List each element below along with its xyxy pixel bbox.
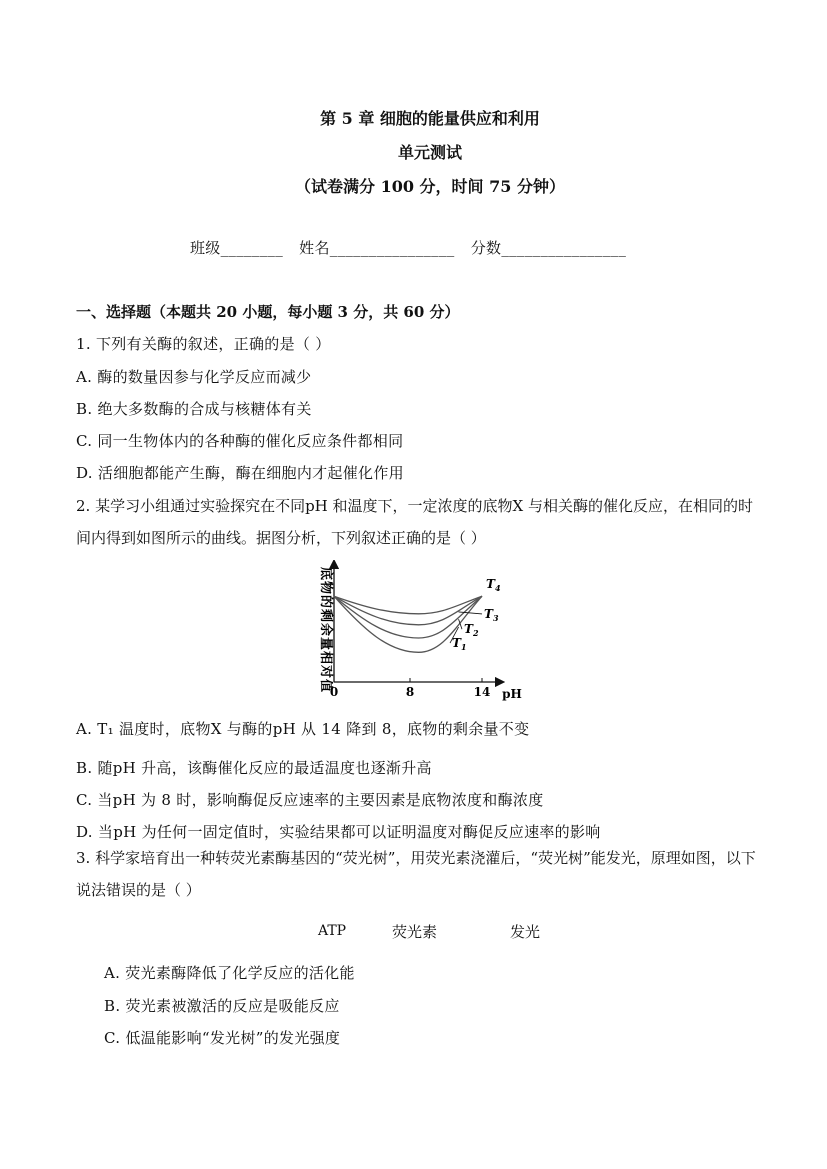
x-axis-label: pH <box>502 687 522 701</box>
label-t2: $T_2$ <box>464 622 479 639</box>
q2-chart <box>300 560 530 705</box>
curve-t2 <box>334 596 482 638</box>
q2-stem: 2. 某学习小组通过实验探究在不同pH 和温度下，一定浓度的底物X 与相关酶的催化反应，在相同的时间内得到如图所示的曲线。据图分析，下列叙述正确的是（ ） <box>76 497 753 547</box>
q3-stem: 3. 科学家培育出一种转荧光素酶基因的“荧光树”，用荧光素浇灌后，“荧光树”能发光，原理如图，以下说法错误的是（ ） <box>76 849 756 899</box>
curve-t4 <box>334 596 482 614</box>
q1-stem: 1. 下列有关酶的叙述，正确的是（ ） <box>76 335 331 353</box>
label-t1: $T_1$ <box>452 636 467 653</box>
diagram-atp: ATP <box>318 923 347 939</box>
diagram-light: 发光 <box>510 923 541 941</box>
q1-option-d: D. 活细胞都能产生酶，酶在细胞内才起催化作用 <box>76 464 404 482</box>
x-tick-8: 8 <box>405 685 415 699</box>
q2-option-b: B. 随pH 升高，该酶催化反应的最适温度也逐渐升高 <box>76 759 432 777</box>
label-t3: $T_3$ <box>484 606 499 623</box>
q3-option-c: C. 低温能影响“发光树”的发光强度 <box>104 1029 341 1047</box>
exam-info: （试卷满分 100 分，时间 75 分钟） <box>295 177 565 196</box>
student-info <box>190 237 626 258</box>
section-heading: 一、选择题（本题共 20 小题，每小题 3 分，共 60 分） <box>76 303 460 321</box>
name-field[interactable]: 姓名________________ <box>299 239 455 257</box>
x-tick-14: 14 <box>473 685 491 699</box>
diagram-luciferin: 荧光素 <box>392 923 438 941</box>
chapter-title: 第 5 章 细胞的能量供应和利用 <box>320 109 540 128</box>
x-tick-0: 0 <box>329 685 339 699</box>
q1-option-a: A. 酶的数量因参与化学反应而减少 <box>76 368 312 386</box>
score-field[interactable]: 分数________________ <box>470 239 627 257</box>
label-t4: $T_4$ <box>486 577 501 594</box>
q3-option-a: A. 荧光素酶降低了化学反应的活化能 <box>104 964 355 982</box>
class-field[interactable]: 班级________ <box>190 239 284 257</box>
q2-option-a: A. T₁ 温度时，底物X 与酶的pH 从 14 降到 8，底物的剩余量不变 <box>76 720 530 738</box>
q2-option-c: C. 当pH 为 8 时，影响酶促反应速率的主要因素是底物浓度和酶浓度 <box>76 791 544 809</box>
subtitle: 单元测试 <box>397 143 462 162</box>
q2-option-d: D. 当pH 为任何一固定值时，实验结果都可以证明温度对酶促反应速率的影响 <box>76 823 601 841</box>
q1-option-c: C. 同一生物体内的各种酶的催化反应条件都相同 <box>76 432 404 450</box>
chart-ylabel: 底物的剩余量相对值 <box>318 566 333 694</box>
curve-t3 <box>334 596 482 625</box>
q3-option-b: B. 荧光素被激活的反应是吸能反应 <box>104 997 340 1015</box>
q1-option-b: B. 绝大多数酶的合成与核糖体有关 <box>76 400 312 418</box>
